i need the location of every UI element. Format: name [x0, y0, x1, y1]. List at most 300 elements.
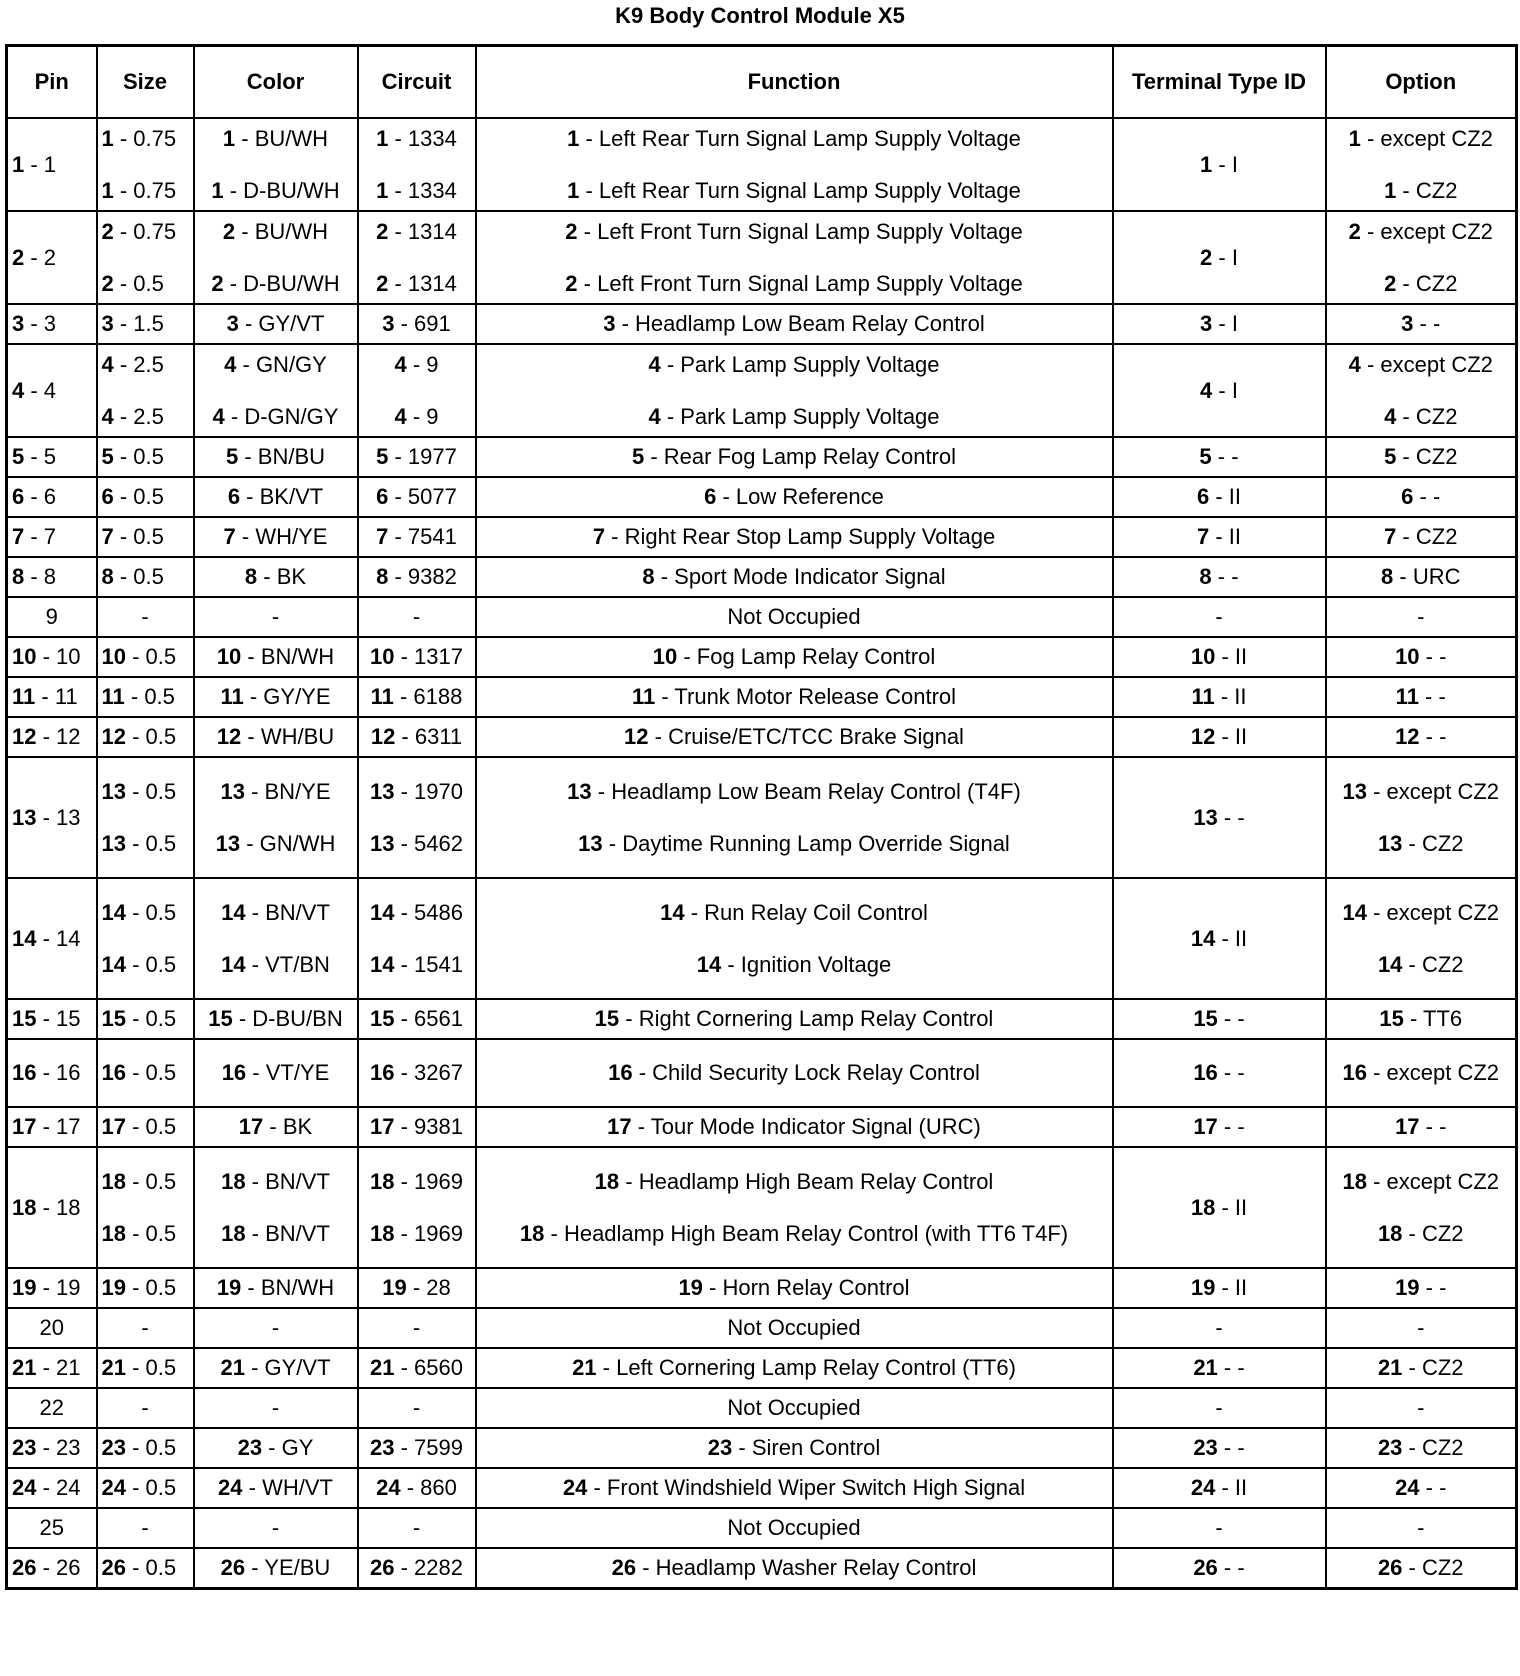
- option-cell: [1326, 878, 1517, 999]
- size-cell: [97, 304, 194, 344]
- pin-cell: 12 - 12: [7, 717, 97, 757]
- size-cell: [97, 118, 194, 211]
- color-cell: [194, 1548, 358, 1588]
- option-entry: -: [1417, 1515, 1425, 1540]
- terminal-type-cell: 8 - -: [1113, 557, 1326, 597]
- option-entry: -: [1417, 1395, 1425, 1420]
- size-cell: [97, 1039, 194, 1107]
- size-entry: -: [141, 1315, 149, 1340]
- size-entry: 17 - 0.5: [101, 1114, 177, 1139]
- pin-cell: 17 - 17: [7, 1107, 97, 1147]
- function-entry: 11 - Trunk Motor Release Control: [631, 684, 957, 709]
- circuit-cell: [358, 1388, 476, 1428]
- table-row: [7, 1508, 1517, 1548]
- function-entry: 6 - Low Reference: [704, 484, 884, 509]
- option-entry: 12 - -: [1395, 724, 1447, 749]
- color-entry: 26 - YE/BU: [220, 1554, 331, 1580]
- size-entry: 19 - 0.5: [101, 1275, 177, 1300]
- function-entry: 26 - Headlamp Washer Relay Control: [611, 1554, 977, 1580]
- circuit-cell: [358, 437, 476, 477]
- option-entry: 3 - -: [1401, 311, 1441, 336]
- option-entry: 13 - except CZ2: [1342, 778, 1500, 804]
- option-cell: [1326, 1147, 1517, 1268]
- circuit-cell: [358, 597, 476, 637]
- option-entry: 7 - CZ2: [1384, 524, 1458, 549]
- option-cell: [1326, 717, 1517, 757]
- function-cell: [476, 211, 1113, 304]
- color-cell: [194, 557, 358, 597]
- color-cell: [194, 437, 358, 477]
- circuit-cell: [358, 1107, 476, 1147]
- circuit-cell: [358, 1468, 476, 1508]
- function-cell: [476, 637, 1113, 677]
- option-entry: 18 - CZ2: [1377, 1220, 1464, 1246]
- color-entry: -: [271, 1315, 280, 1340]
- size-entry: 14 - 0.5: [101, 951, 177, 977]
- circuit-cell: [358, 999, 476, 1039]
- color-cell: [194, 999, 358, 1039]
- circuit-entry: 5 - 1977: [376, 444, 457, 469]
- header-option: Option: [1326, 46, 1517, 119]
- circuit-cell: [358, 517, 476, 557]
- size-cell: [97, 1388, 194, 1428]
- table-row: [7, 878, 1517, 999]
- pin-cell: 5 - 5: [7, 437, 97, 477]
- circuit-entry: 2 - 1314: [376, 218, 457, 244]
- table-row: [7, 1468, 1517, 1508]
- circuit-entry: -: [412, 1315, 421, 1340]
- pin-cell: 3 - 3: [7, 304, 97, 344]
- function-cell: [476, 717, 1113, 757]
- option-cell: [1326, 1388, 1517, 1428]
- function-entry: 2 - Left Front Turn Signal Lamp Supply Voltage: [565, 218, 1023, 244]
- terminal-type-cell: -: [1113, 1308, 1326, 1348]
- pin-cell: 18 - 18: [7, 1147, 97, 1268]
- option-entry: 11 - -: [1395, 684, 1446, 709]
- color-entry: 14 - BN/VT: [221, 899, 330, 925]
- function-entry: Not Occupied: [727, 1395, 861, 1420]
- color-entry: 8 - BK: [244, 564, 307, 589]
- color-cell: [194, 118, 358, 211]
- option-entry: 24 - -: [1395, 1475, 1447, 1500]
- terminal-type-cell: 21 - -: [1113, 1348, 1326, 1388]
- option-cell: [1326, 304, 1517, 344]
- header-circuit: Circuit: [358, 46, 476, 119]
- color-cell: [194, 1348, 358, 1388]
- option-entry: 4 - CZ2: [1384, 403, 1458, 429]
- pin-cell: 11 - 11: [7, 677, 97, 717]
- color-entry: 6 - BK/VT: [227, 484, 324, 509]
- option-cell: [1326, 344, 1517, 437]
- pin-cell: 8 - 8: [7, 557, 97, 597]
- size-cell: [97, 211, 194, 304]
- color-entry: 19 - BN/WH: [216, 1275, 335, 1300]
- size-entry: 4 - 2.5: [101, 351, 164, 377]
- header-size: Size: [97, 46, 194, 119]
- terminal-type-cell: 24 - II: [1113, 1468, 1326, 1508]
- option-cell: [1326, 1468, 1517, 1508]
- color-cell: [194, 1428, 358, 1468]
- option-cell: [1326, 637, 1517, 677]
- color-cell: [194, 304, 358, 344]
- circuit-entry: 2 - 1314: [376, 270, 457, 296]
- header-function: Function: [476, 46, 1113, 119]
- option-cell: [1326, 477, 1517, 517]
- circuit-entry: -: [412, 604, 421, 629]
- color-entry: 2 - BU/WH: [222, 218, 329, 244]
- pin-cell: 21 - 21: [7, 1348, 97, 1388]
- circuit-entry: 12 - 6311: [370, 724, 463, 749]
- color-cell: [194, 1388, 358, 1428]
- pin-cell: 9: [7, 597, 97, 637]
- function-entry: 10 - Fog Lamp Relay Control: [652, 644, 936, 669]
- table-row: [7, 118, 1517, 211]
- option-entry: 14 - CZ2: [1377, 951, 1464, 977]
- option-entry: 10 - -: [1395, 644, 1447, 669]
- option-entry: 2 - CZ2: [1384, 270, 1458, 296]
- size-entry: 18 - 0.5: [101, 1220, 177, 1246]
- option-entry: 2 - except CZ2: [1348, 218, 1493, 244]
- option-cell: [1326, 1308, 1517, 1348]
- pin-cell: 19 - 19: [7, 1268, 97, 1308]
- terminal-type-cell: -: [1113, 1388, 1326, 1428]
- option-entry: 15 - TT6: [1379, 1006, 1463, 1031]
- size-entry: 10 - 0.5: [101, 644, 177, 669]
- option-cell: [1326, 677, 1517, 717]
- terminal-type-cell: 6 - II: [1113, 477, 1326, 517]
- circuit-entry: 21 - 6560: [370, 1355, 463, 1380]
- color-cell: [194, 1508, 358, 1548]
- size-cell: [97, 757, 194, 878]
- color-entry: -: [271, 1515, 280, 1540]
- color-entry: 4 - GN/GY: [224, 351, 327, 377]
- size-entry: 11 - 0.5: [101, 684, 175, 709]
- color-entry: -: [271, 1395, 280, 1420]
- option-entry: 16 - except CZ2: [1342, 1060, 1500, 1085]
- option-cell: [1326, 437, 1517, 477]
- function-cell: [476, 1548, 1113, 1588]
- terminal-type-cell: 13 - -: [1113, 757, 1326, 878]
- function-entry: 13 - Headlamp Low Beam Relay Control (T4F): [567, 778, 1021, 804]
- option-entry: 1 - except CZ2: [1348, 125, 1493, 151]
- size-entry: 5 - 0.5: [101, 444, 164, 469]
- circuit-entry: 18 - 1969: [370, 1220, 463, 1246]
- size-entry: 23 - 0.5: [101, 1435, 177, 1460]
- table-row: [7, 1039, 1517, 1107]
- table-row: [7, 1268, 1517, 1308]
- function-entry: 14 - Ignition Voltage: [696, 951, 892, 977]
- circuit-entry: 26 - 2282: [370, 1554, 463, 1580]
- option-cell: [1326, 757, 1517, 878]
- pin-cell: 23 - 23: [7, 1428, 97, 1468]
- table-row: [7, 1388, 1517, 1428]
- size-entry: 21 - 0.5: [101, 1355, 177, 1380]
- function-cell: [476, 304, 1113, 344]
- pin-cell: 7 - 7: [7, 517, 97, 557]
- circuit-cell: [358, 757, 476, 878]
- color-entry: 21 - GY/VT: [220, 1355, 331, 1380]
- color-entry: 12 - WH/BU: [216, 724, 335, 749]
- header-row: [7, 46, 1517, 119]
- color-cell: [194, 1147, 358, 1268]
- terminal-type-cell: 11 - II: [1113, 677, 1326, 717]
- terminal-type-cell: 4 - I: [1113, 344, 1326, 437]
- size-entry: 14 - 0.5: [101, 899, 177, 925]
- color-cell: [194, 344, 358, 437]
- circuit-cell: [358, 557, 476, 597]
- circuit-cell: [358, 1308, 476, 1348]
- color-entry: 24 - WH/VT: [218, 1475, 333, 1500]
- circuit-cell: [358, 1039, 476, 1107]
- circuit-entry: 13 - 1970: [370, 778, 463, 804]
- circuit-entry: 14 - 1541: [370, 951, 463, 977]
- function-entry: 18 - Headlamp High Beam Relay Control (with TT6 T4F): [519, 1220, 1069, 1246]
- size-cell: [97, 557, 194, 597]
- pin-cell: 22: [7, 1388, 97, 1428]
- size-entry: 24 - 0.5: [101, 1475, 177, 1500]
- pinout-table: [5, 44, 1518, 1590]
- circuit-cell: [358, 1147, 476, 1268]
- size-cell: [97, 637, 194, 677]
- circuit-entry: 11 - 6188: [370, 684, 463, 709]
- option-entry: -: [1417, 604, 1425, 629]
- table-row: [7, 557, 1517, 597]
- circuit-entry: -: [412, 1395, 421, 1420]
- size-entry: -: [141, 1395, 149, 1420]
- function-cell: [476, 517, 1113, 557]
- color-entry: 2 - D-BU/WH: [211, 270, 340, 296]
- option-cell: [1326, 1428, 1517, 1468]
- terminal-type-cell: 3 - I: [1113, 304, 1326, 344]
- pin-cell: 13 - 13: [7, 757, 97, 878]
- option-entry: 18 - except CZ2: [1342, 1168, 1500, 1194]
- option-entry: 26 - CZ2: [1377, 1554, 1464, 1580]
- size-cell: [97, 437, 194, 477]
- circuit-cell: [358, 1548, 476, 1588]
- circuit-cell: [358, 878, 476, 999]
- pin-cell: 20: [7, 1308, 97, 1348]
- circuit-entry: 14 - 5486: [370, 899, 463, 925]
- option-cell: [1326, 1268, 1517, 1308]
- circuit-entry: 16 - 3267: [370, 1060, 463, 1085]
- pin-cell: 1 - 1: [7, 118, 97, 211]
- size-cell: [97, 878, 194, 999]
- color-entry: 5 - BN/BU: [225, 444, 326, 469]
- size-cell: [97, 1468, 194, 1508]
- option-entry: 5 - CZ2: [1384, 444, 1458, 469]
- table-row: [7, 1548, 1517, 1588]
- option-cell: [1326, 1107, 1517, 1147]
- color-entry: 3 - GY/VT: [226, 311, 325, 336]
- terminal-type-cell: -: [1113, 1508, 1326, 1548]
- function-cell: [476, 677, 1113, 717]
- pin-cell: 15 - 15: [7, 999, 97, 1039]
- circuit-entry: 6 - 5077: [376, 484, 457, 509]
- table-row: [7, 437, 1517, 477]
- size-entry: 13 - 0.5: [101, 830, 177, 856]
- function-cell: [476, 1039, 1113, 1107]
- pin-cell: 14 - 14: [7, 878, 97, 999]
- circuit-cell: [358, 717, 476, 757]
- header-color: Color: [194, 46, 358, 119]
- function-cell: [476, 1348, 1113, 1388]
- circuit-entry: 23 - 7599: [370, 1435, 463, 1460]
- color-cell: [194, 597, 358, 637]
- function-cell: [476, 1388, 1113, 1428]
- table-row: [7, 1348, 1517, 1388]
- size-entry: 2 - 0.75: [101, 218, 177, 244]
- color-entry: 13 - BN/YE: [220, 778, 331, 804]
- color-cell: [194, 637, 358, 677]
- function-entry: 23 - Siren Control: [707, 1435, 881, 1460]
- function-cell: [476, 437, 1113, 477]
- table-row: [7, 304, 1517, 344]
- size-entry: 13 - 0.5: [101, 778, 177, 804]
- pin-cell: 26 - 26: [7, 1548, 97, 1588]
- size-entry: 4 - 2.5: [101, 403, 164, 429]
- function-cell: [476, 1268, 1113, 1308]
- terminal-type-cell: 5 - -: [1113, 437, 1326, 477]
- color-cell: [194, 477, 358, 517]
- size-cell: [97, 677, 194, 717]
- function-entry: 2 - Left Front Turn Signal Lamp Supply Voltage: [565, 270, 1023, 296]
- function-entry: 21 - Left Cornering Lamp Relay Control (TT6): [572, 1355, 1016, 1380]
- size-cell: [97, 1548, 194, 1588]
- terminal-type-cell: 14 - II: [1113, 878, 1326, 999]
- option-entry: 19 - -: [1395, 1275, 1447, 1300]
- circuit-entry: 18 - 1969: [370, 1168, 463, 1194]
- function-entry: 4 - Park Lamp Supply Voltage: [648, 351, 940, 377]
- circuit-cell: [358, 344, 476, 437]
- color-entry: 23 - GY: [237, 1435, 314, 1460]
- color-cell: [194, 1268, 358, 1308]
- function-cell: [476, 1308, 1113, 1348]
- option-cell: [1326, 1508, 1517, 1548]
- color-entry: 10 - BN/WH: [216, 644, 335, 669]
- color-entry: 17 - BK: [238, 1114, 313, 1139]
- circuit-entry: 7 - 7541: [376, 524, 457, 549]
- color-entry: -: [271, 604, 280, 629]
- function-cell: [476, 1428, 1113, 1468]
- function-cell: [476, 1107, 1113, 1147]
- function-cell: [476, 999, 1113, 1039]
- circuit-cell: [358, 677, 476, 717]
- table-row: [7, 517, 1517, 557]
- function-cell: [476, 1147, 1113, 1268]
- function-cell: [476, 597, 1113, 637]
- size-cell: [97, 477, 194, 517]
- color-cell: [194, 757, 358, 878]
- function-entry: 5 - Rear Fog Lamp Relay Control: [631, 444, 957, 469]
- option-cell: [1326, 597, 1517, 637]
- circuit-cell: [358, 477, 476, 517]
- size-cell: [97, 1268, 194, 1308]
- circuit-entry: 1 - 1334: [376, 177, 457, 203]
- table-row: [7, 597, 1517, 637]
- circuit-entry: 8 - 9382: [376, 564, 457, 589]
- size-entry: 26 - 0.5: [101, 1554, 177, 1580]
- circuit-entry: 4 - 9: [394, 403, 439, 429]
- color-entry: 4 - D-GN/GY: [212, 403, 339, 429]
- function-entry: 19 - Horn Relay Control: [678, 1275, 910, 1300]
- option-entry: 4 - except CZ2: [1348, 351, 1493, 377]
- option-cell: [1326, 517, 1517, 557]
- size-cell: [97, 1508, 194, 1548]
- option-cell: [1326, 557, 1517, 597]
- size-entry: 16 - 0.5: [101, 1060, 177, 1085]
- size-cell: [97, 517, 194, 557]
- function-entry: Not Occupied: [727, 1315, 861, 1340]
- table-row: [7, 999, 1517, 1039]
- table-row: [7, 211, 1517, 304]
- size-entry: 8 - 0.5: [101, 564, 164, 589]
- circuit-entry: 1 - 1334: [376, 125, 457, 151]
- size-cell: [97, 1308, 194, 1348]
- color-cell: [194, 677, 358, 717]
- function-entry: Not Occupied: [727, 1515, 861, 1540]
- option-entry: 23 - CZ2: [1377, 1435, 1464, 1460]
- function-entry: 12 - Cruise/ETC/TCC Brake Signal: [624, 724, 964, 749]
- terminal-type-cell: 17 - -: [1113, 1107, 1326, 1147]
- size-cell: [97, 1107, 194, 1147]
- color-cell: [194, 211, 358, 304]
- circuit-entry: 13 - 5462: [370, 830, 463, 856]
- size-cell: [97, 597, 194, 637]
- option-entry: 14 - except CZ2: [1342, 899, 1500, 925]
- color-entry: 1 - D-BU/WH: [211, 177, 340, 203]
- circuit-entry: -: [412, 1515, 421, 1540]
- circuit-cell: [358, 304, 476, 344]
- circuit-entry: 17 - 9381: [370, 1114, 463, 1139]
- option-entry: 8 - URC: [1381, 564, 1461, 589]
- table-row: [7, 1428, 1517, 1468]
- size-entry: -: [141, 604, 149, 629]
- size-entry: 1 - 0.75: [101, 177, 177, 203]
- header-terminal-type-id: Terminal Type ID: [1113, 46, 1326, 119]
- color-entry: 15 - D-BU/BN: [208, 1006, 343, 1031]
- size-entry: 1 - 0.75: [101, 125, 177, 151]
- table-row: [7, 477, 1517, 517]
- terminal-type-cell: 2 - I: [1113, 211, 1326, 304]
- terminal-type-cell: 26 - -: [1113, 1548, 1326, 1588]
- size-cell: [97, 717, 194, 757]
- terminal-type-cell: 15 - -: [1113, 999, 1326, 1039]
- size-entry: 7 - 0.5: [101, 524, 164, 549]
- circuit-cell: [358, 1508, 476, 1548]
- table-row: [7, 1147, 1517, 1268]
- function-cell: [476, 878, 1113, 999]
- size-entry: 15 - 0.5: [101, 1006, 177, 1031]
- circuit-cell: [358, 637, 476, 677]
- terminal-type-cell: 12 - II: [1113, 717, 1326, 757]
- option-cell: [1326, 1348, 1517, 1388]
- function-entry: 16 - Child Security Lock Relay Control: [608, 1060, 980, 1085]
- size-cell: [97, 1147, 194, 1268]
- table-body: [7, 118, 1517, 1588]
- terminal-type-cell: 10 - II: [1113, 637, 1326, 677]
- table-row: [7, 1107, 1517, 1147]
- function-cell: [476, 344, 1113, 437]
- function-entry: 7 - Right Rear Stop Lamp Supply Voltage: [592, 524, 996, 549]
- terminal-type-cell: 16 - -: [1113, 1039, 1326, 1107]
- terminal-type-cell: 18 - II: [1113, 1147, 1326, 1268]
- pin-cell: 2 - 2: [7, 211, 97, 304]
- circuit-entry: 3 - 691: [382, 311, 451, 336]
- pin-cell: 24 - 24: [7, 1468, 97, 1508]
- color-entry: 13 - GN/WH: [215, 830, 336, 856]
- color-entry: 14 - VT/BN: [221, 951, 330, 977]
- circuit-entry: 19 - 28: [382, 1275, 451, 1300]
